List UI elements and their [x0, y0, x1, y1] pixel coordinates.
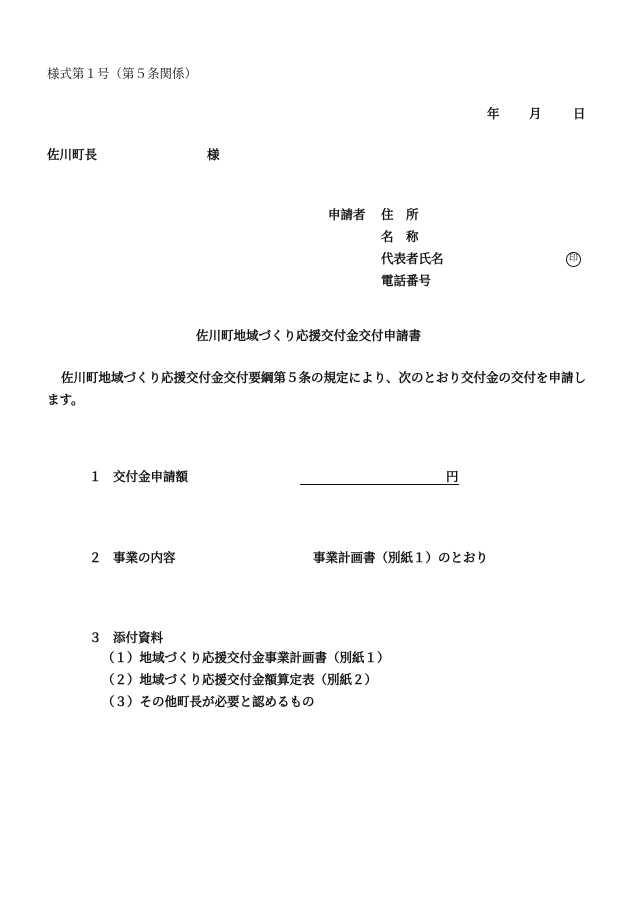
addressee-name: 佐川町長 [47, 147, 98, 162]
addressee-honorific: 様 [207, 147, 220, 162]
item-2-number: ２ [89, 550, 102, 565]
item-3-number: ３ [89, 630, 102, 645]
applicant-phone-label: 電話番号 [381, 273, 432, 288]
item-2-value: 事業計画書（別紙１）のとおり [313, 550, 489, 565]
applicant-representative-label: 代表者氏名 [381, 251, 444, 266]
item-1 [89, 469, 188, 485]
date-year: 年 [487, 106, 500, 121]
seal-mark [566, 249, 581, 267]
item-1-label: 交付金申請額 [113, 469, 189, 484]
item-3 [89, 630, 163, 646]
attachment-item: （２）地域づくり応援交付金額算定表（別紙２） [102, 672, 378, 687]
seal-icon: 印 [566, 252, 581, 267]
applicant-label: 申請者 [328, 207, 366, 222]
date-day: 日 [573, 106, 586, 121]
document-title: 佐川町地域づくり応援交付金交付申請書 [196, 328, 422, 343]
item-1-number: １ [89, 469, 102, 484]
date-line [487, 106, 586, 122]
attachment-list [102, 647, 390, 713]
body-text: 佐川町地域づくり応援交付金交付要綱第５条の規定により、次のとおり交付金の交付を申請します。 [47, 370, 587, 407]
form-number: 様式第１号（第５条関係） [47, 66, 198, 81]
amount-blank [300, 470, 446, 485]
applicant-name-label: 名 称 [381, 229, 419, 244]
addressee [47, 147, 220, 163]
item-2-label: 事業の内容 [113, 550, 176, 565]
amount-field [300, 469, 459, 485]
date-month: 月 [529, 106, 542, 121]
amount-unit: 円 [446, 469, 459, 484]
item-3-label: 添付資料 [113, 630, 164, 645]
attachment-item: （１）地域づくり応援交付金事業計画書（別紙１） [102, 650, 390, 665]
attachment-item: （３）その他町長が必要と認めるもの [102, 694, 315, 709]
applicant-fields [381, 204, 444, 292]
item-2 [89, 550, 176, 566]
applicant-address-label: 住 所 [381, 207, 419, 222]
